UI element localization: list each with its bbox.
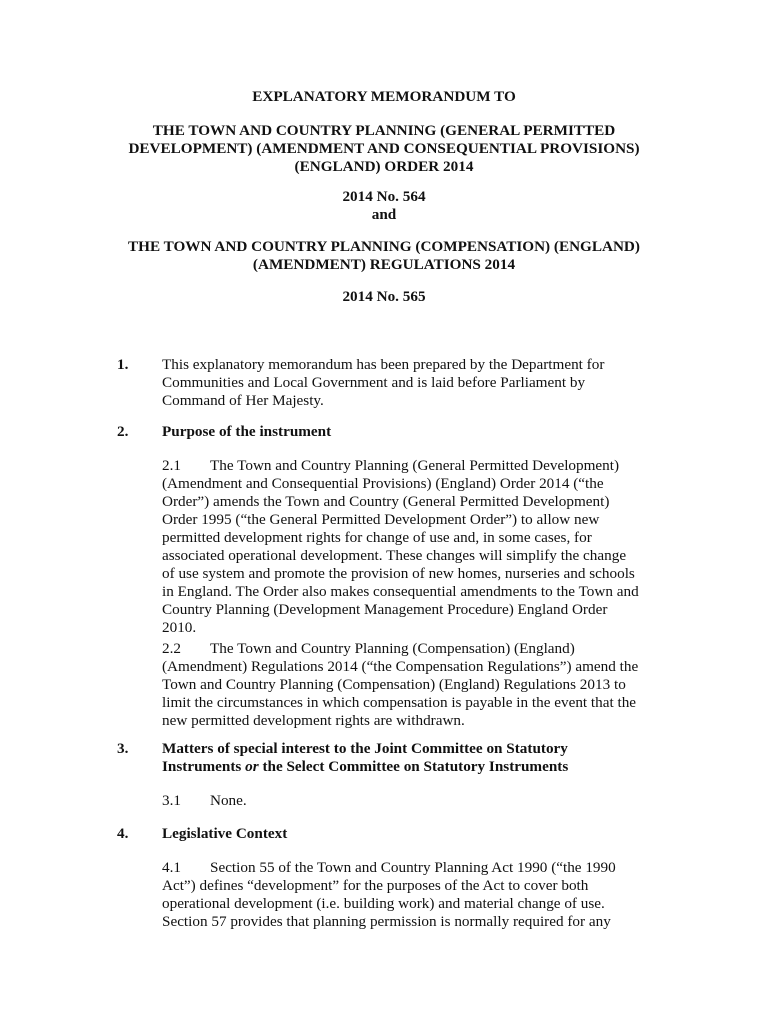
regulations-title xyxy=(100,238,668,274)
text-line xyxy=(162,640,662,658)
section-3-heading xyxy=(162,740,568,776)
text-line: (Amendment and Consequential Provisions) (England) Order 2014 (“the xyxy=(162,475,604,492)
text-span: The Town and Country Planning (Compensation) (England) xyxy=(210,640,575,657)
paragraph-4-1 xyxy=(162,859,662,931)
text-line: Command of Her Majesty. xyxy=(162,392,324,409)
paragraph-2-1 xyxy=(162,457,662,637)
text-line: This explanatory memorandum has been prepared by the Department for xyxy=(162,356,605,373)
regulations-title-line: (AMENDMENT) REGULATIONS 2014 xyxy=(252,256,516,273)
text-span: None. xyxy=(210,792,247,809)
memorandum-heading xyxy=(100,88,668,106)
text-line: Town and Country Planning (Compensation) (England) Regulations 2013 to xyxy=(162,676,626,693)
order-title-line: (ENGLAND) ORDER 2014 xyxy=(294,158,474,175)
text-line xyxy=(162,859,662,877)
memorandum-heading-text: EXPLANATORY MEMORANDUM TO xyxy=(252,88,516,105)
and-connector: and xyxy=(371,206,397,223)
section-4-heading: Legislative Context xyxy=(162,825,288,842)
text-line: permitted development rights for change of use and, in some cases, for xyxy=(162,529,592,546)
paragraph-number: 4.1 xyxy=(162,859,181,876)
text-line: Country Planning (Development Management Procedure) England Order xyxy=(162,601,608,618)
section-4-number: 4. xyxy=(117,825,129,842)
heading-emphasis: or xyxy=(245,758,259,775)
heading-line xyxy=(162,758,568,776)
section-1-number: 1. xyxy=(117,356,129,373)
regulations-number-text: 2014 No. 565 xyxy=(342,288,426,305)
text-line: limit the circumstances in which compensation is payable in the event that the xyxy=(162,694,637,711)
order-title-line: DEVELOPMENT) (AMENDMENT AND CONSEQUENTIAL PROVISIONS) xyxy=(128,140,640,157)
order-title-line: THE TOWN AND COUNTRY PLANNING (GENERAL PERMITTED xyxy=(152,122,616,139)
paragraph-number: 2.2 xyxy=(162,640,181,657)
text-span: The Town and Country Planning (General Permitted Development) xyxy=(210,457,620,474)
text-line: Order 1995 (“the General Permitted Development Order”) to allow new xyxy=(162,511,600,528)
text-line xyxy=(162,792,662,810)
text-line xyxy=(162,457,662,475)
text-line: new permitted development rights are withdrawn. xyxy=(162,712,465,729)
section-2-number: 2. xyxy=(117,423,129,440)
text-span: Section 55 of the Town and Country Planning Act 1990 (“the 1990 xyxy=(210,859,616,876)
text-line: operational development (i.e. building work) and material change of use. xyxy=(162,895,605,912)
paragraph-3-1 xyxy=(162,792,662,810)
paragraph-2-2 xyxy=(162,640,662,730)
order-number xyxy=(100,188,668,224)
text-line: 2010. xyxy=(162,619,197,636)
order-number-text: 2014 No. 564 xyxy=(342,188,426,205)
section-3-number: 3. xyxy=(117,740,129,757)
text-line: Communities and Local Government and is laid before Parliament by xyxy=(162,374,586,391)
paragraph-number: 3.1 xyxy=(162,792,181,809)
order-title xyxy=(100,122,668,176)
text-line: Order”) amends the Town and Country (General Permitted Development) xyxy=(162,493,610,510)
text-line: (Amendment) Regulations 2014 (“the Compensation Regulations”) amend the xyxy=(162,658,639,675)
section-1-text xyxy=(162,356,662,410)
heading-span: the Select Committee on Statutory Instruments xyxy=(258,758,569,775)
heading-span: Instruments xyxy=(162,758,246,775)
section-2-heading: Purpose of the instrument xyxy=(162,423,332,440)
text-line: Act”) defines “development” for the purposes of the Act to cover both xyxy=(162,877,589,894)
text-line: in England. The Order also makes consequential amendments to the Town and xyxy=(162,583,639,600)
regulations-number xyxy=(100,288,668,306)
text-line: Section 57 provides that planning permission is normally required for any xyxy=(162,913,611,930)
text-line: of use system and promote the provision of new homes, nurseries and schools xyxy=(162,565,635,582)
text-line: associated operational development. These changes will simplify the change xyxy=(162,547,627,564)
paragraph-number: 2.1 xyxy=(162,457,181,474)
heading-line: Matters of special interest to the Joint Committee on Statutory xyxy=(162,740,568,757)
regulations-title-line: THE TOWN AND COUNTRY PLANNING (COMPENSATION) (ENGLAND) xyxy=(128,238,640,255)
